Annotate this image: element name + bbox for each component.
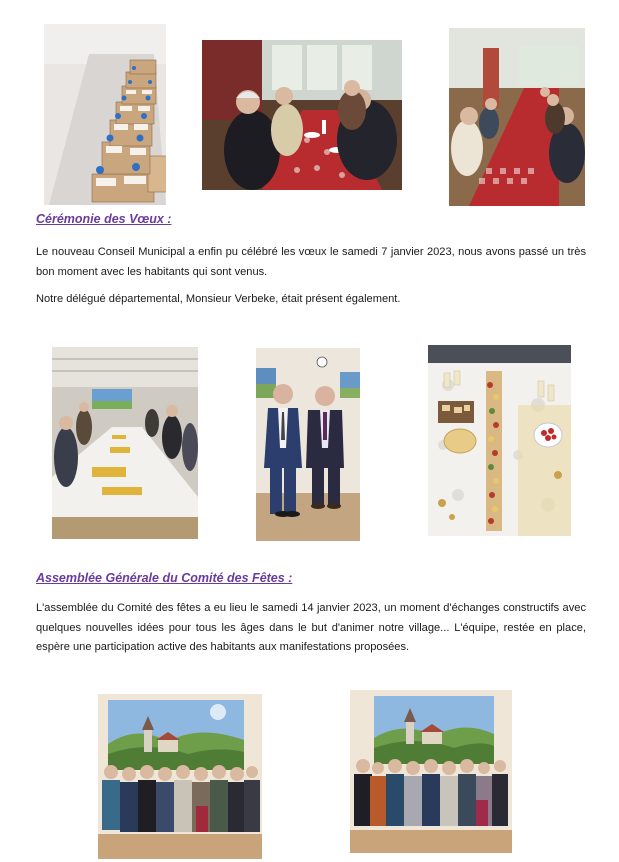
photo-long-table (449, 28, 585, 206)
section-title-comite: Assemblée Générale du Comité des Fêtes : (36, 571, 293, 585)
photo-two-officials (256, 348, 360, 541)
photo-group-committee-right (350, 690, 512, 853)
photo-group-committee-left (98, 694, 262, 859)
comite-paragraph-1: L'assemblée du Comité des fêtes a eu lieu le samedi 14 janvier 2023, un moment d'échanges constructifs avec quelques nouvelles idées pour tous les âges dans le but d'animer notre village... L'équipe, restée en place, espère une participation active des habitants aux manifestations proposées. (36, 602, 586, 653)
photo-banquet-hall (52, 347, 198, 539)
voeux-paragraph-2: Notre délégué départemental, Monsieur Verbeke, était présent également. (36, 293, 401, 305)
voeux-paragraph-1: Le nouveau Conseil Municipal a enfin pu célébré les vœux le samedi 7 janvier 2023, nous avons passé un très bon moment avec les habitants qui sont venus. (36, 246, 586, 278)
section-title-voeux: Cérémonie des Vœux : (36, 212, 172, 226)
photo-gift-boxes (44, 24, 166, 205)
photo-buffet-platters (428, 345, 571, 536)
photo-dinner-table (202, 40, 402, 190)
